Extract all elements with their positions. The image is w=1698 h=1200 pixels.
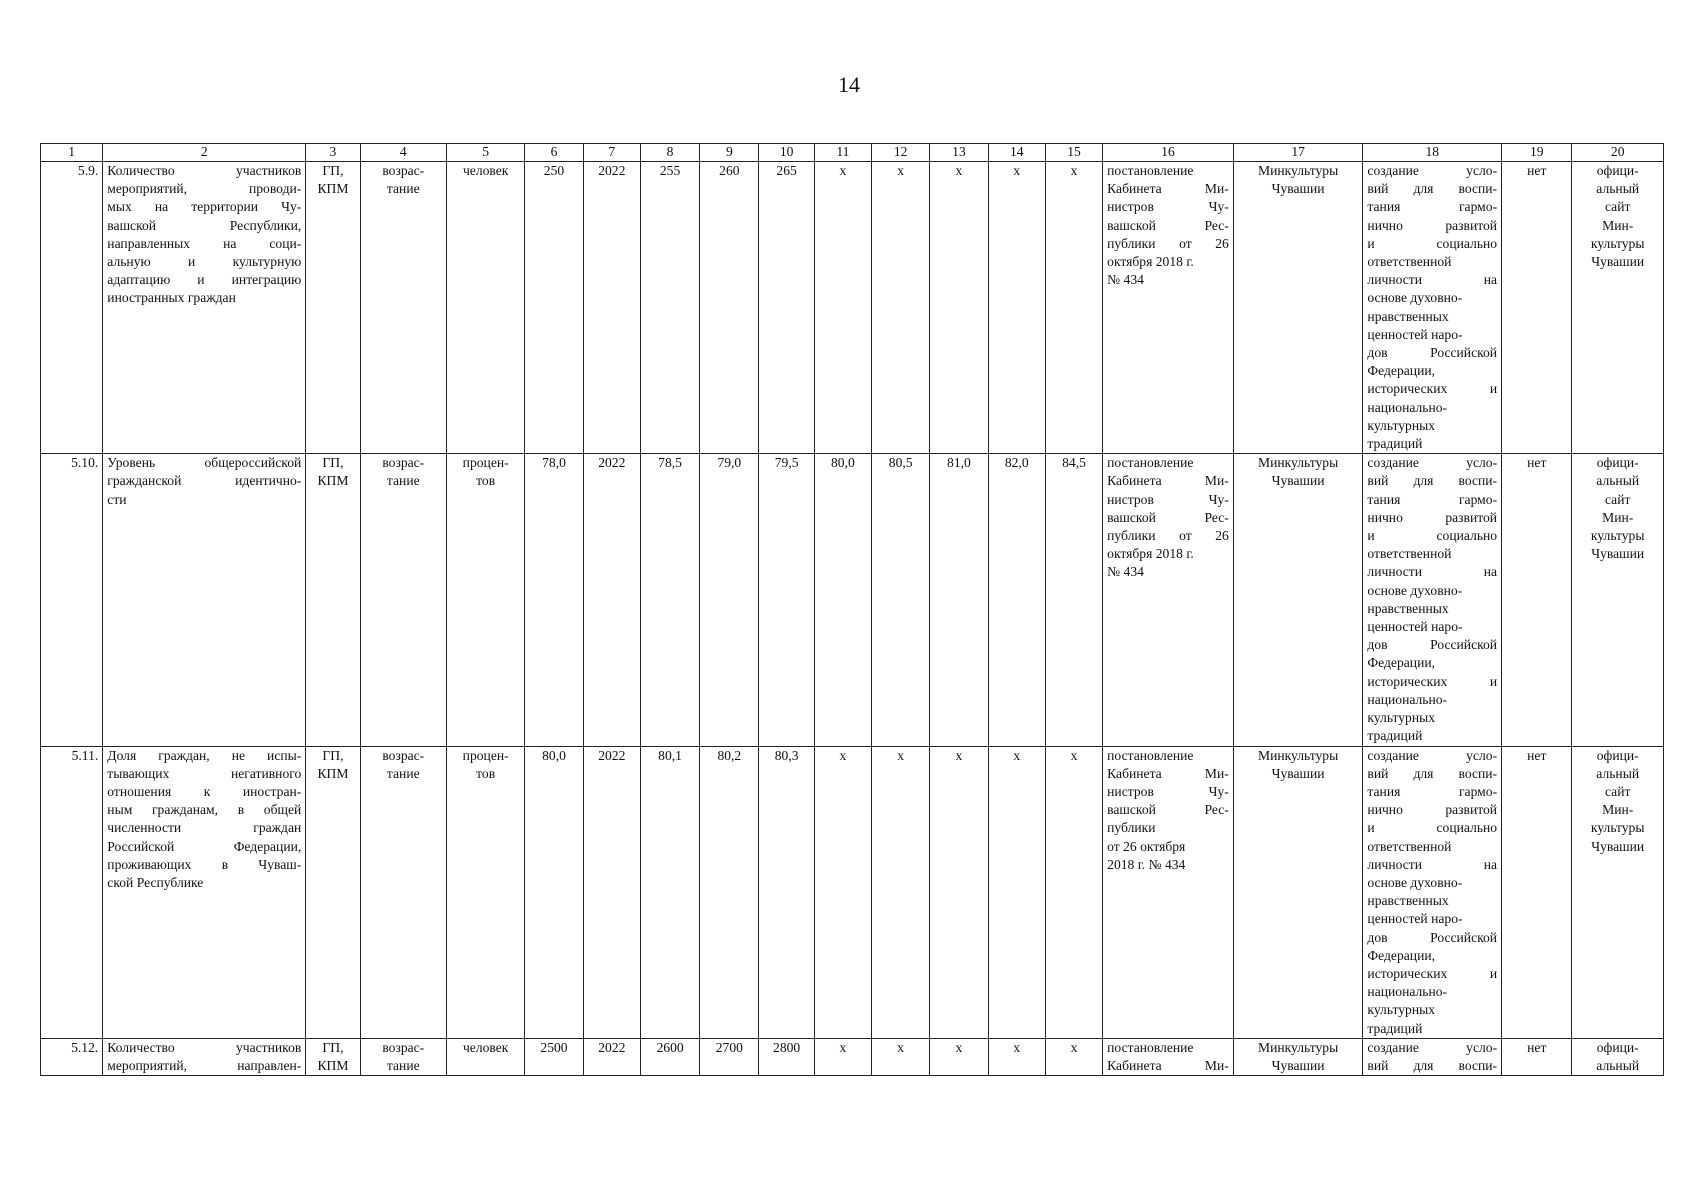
text-line: гражданской идентично- bbox=[107, 473, 302, 489]
text-line: вашской Рес- bbox=[1107, 217, 1229, 233]
value-col-15: x bbox=[1045, 162, 1102, 454]
column-header: 17 bbox=[1233, 144, 1363, 162]
text-line: основе духовно- bbox=[1367, 874, 1463, 890]
indicator-direction: возрас- тание bbox=[360, 454, 446, 746]
text-line: нично развитой bbox=[1367, 802, 1498, 818]
text-line: нично развитой bbox=[1367, 509, 1498, 525]
data-source: офици- альный сайт Мин- культуры Чувашии bbox=[1572, 162, 1664, 454]
text-line: ответственной bbox=[1367, 254, 1452, 270]
flag-value: нет bbox=[1502, 162, 1572, 454]
value-col-11: x bbox=[814, 162, 871, 454]
text-line: традиций bbox=[1367, 436, 1423, 452]
text-line: культурных bbox=[1367, 710, 1436, 726]
text-line: исторических и bbox=[1367, 965, 1498, 981]
text-line: национально- bbox=[1367, 984, 1448, 1000]
responsible-body: Минкультуры Чувашии bbox=[1233, 1038, 1363, 1075]
text-line: основе духовно- bbox=[1367, 290, 1463, 306]
text-line: ным гражданам, в общей bbox=[107, 802, 302, 818]
column-header: 10 bbox=[759, 144, 814, 162]
text-line: направленных на соци- bbox=[107, 235, 302, 251]
value-col-13: x bbox=[930, 1038, 988, 1075]
text-line: нично развитой bbox=[1367, 217, 1498, 233]
text-line: личности на bbox=[1367, 272, 1498, 288]
legal-document bbox=[1103, 746, 1234, 1038]
text-line: ценностей наро- bbox=[1367, 326, 1463, 342]
column-header: 8 bbox=[640, 144, 699, 162]
value-col-15: x bbox=[1045, 746, 1102, 1038]
text-line: исторических и bbox=[1367, 673, 1498, 689]
value-col-11: x bbox=[814, 746, 871, 1038]
text-line: Федерации, bbox=[1367, 363, 1436, 379]
text-line: октября 2018 г. bbox=[1107, 254, 1194, 270]
indicator-number: 5.11. bbox=[41, 746, 103, 1038]
value-col-14: x bbox=[988, 1038, 1045, 1075]
value-col-11: 80,0 bbox=[814, 454, 871, 746]
value-col-13: x bbox=[930, 746, 988, 1038]
column-header: 13 bbox=[930, 144, 988, 162]
value-col-14: x bbox=[988, 162, 1045, 454]
text-line: нистров Чу- bbox=[1107, 783, 1229, 799]
responsible-body: Минкультуры Чувашии bbox=[1233, 162, 1363, 454]
text-line: Количество участников bbox=[107, 163, 302, 178]
text-line: Кабинета Ми- bbox=[1107, 1057, 1229, 1073]
value-col-14: x bbox=[988, 746, 1045, 1038]
indicator-type: ГП, КПМ bbox=[306, 162, 360, 454]
text-line: нравственных bbox=[1367, 893, 1449, 909]
indicator-number: 5.12. bbox=[41, 1038, 103, 1075]
indicator-unit: человек bbox=[446, 162, 524, 454]
text-line: альную и культурную bbox=[107, 254, 302, 270]
text-line: тания гармо- bbox=[1367, 199, 1498, 215]
column-header: 3 bbox=[306, 144, 360, 162]
text-line: ответственной bbox=[1367, 546, 1452, 562]
text-line: основе духовно- bbox=[1367, 582, 1463, 598]
text-line: традиций bbox=[1367, 728, 1423, 744]
value-col-8: 2600 bbox=[640, 1038, 699, 1075]
table-row bbox=[41, 746, 1664, 1038]
indicator-name bbox=[103, 454, 306, 746]
indicator-type: ГП, КПМ bbox=[306, 746, 360, 1038]
text-line: личности на bbox=[1367, 856, 1498, 872]
text-line: постановление bbox=[1107, 1039, 1194, 1055]
data-source: офици- альный сайт Мин- культуры Чувашии bbox=[1572, 454, 1664, 746]
page-number: 14 bbox=[838, 72, 860, 97]
text-line: адаптацию и интеграцию bbox=[107, 272, 302, 288]
column-header: 12 bbox=[872, 144, 930, 162]
text-line: октября 2018 г. bbox=[1107, 546, 1194, 562]
indicator-name bbox=[103, 746, 306, 1038]
column-header: 20 bbox=[1572, 144, 1664, 162]
column-header: 7 bbox=[583, 144, 640, 162]
indicators-table bbox=[40, 143, 1664, 1076]
text-line: 2018 г. № 434 bbox=[1107, 856, 1186, 872]
text-line: мых на территории Чу- bbox=[107, 199, 302, 215]
indicator-direction: возрас- тание bbox=[360, 1038, 446, 1075]
indicator-name bbox=[103, 162, 306, 454]
value-col-15: 84,5 bbox=[1045, 454, 1102, 746]
text-line: Кабинета Ми- bbox=[1107, 473, 1229, 489]
text-line: дов Российской bbox=[1367, 345, 1498, 361]
text-line: ценностей наро- bbox=[1367, 911, 1463, 927]
value-col-10: 2800 bbox=[759, 1038, 814, 1075]
value-col-12: x bbox=[872, 746, 930, 1038]
text-line: создание усло- bbox=[1367, 163, 1498, 178]
text-line: вашской Рес- bbox=[1107, 802, 1229, 818]
text-line: вий для воспи- bbox=[1367, 473, 1498, 489]
text-line: ской Республике bbox=[107, 874, 204, 890]
value-col-13: x bbox=[930, 162, 988, 454]
text-line: вашской Рес- bbox=[1107, 509, 1229, 525]
text-line: исторических и bbox=[1367, 381, 1498, 397]
indicator-number: 5.9. bbox=[41, 162, 103, 454]
column-header: 9 bbox=[700, 144, 759, 162]
text-line: мероприятий, направлен- bbox=[107, 1057, 302, 1073]
column-header: 4 bbox=[360, 144, 446, 162]
value-col-8: 255 bbox=[640, 162, 699, 454]
text-line: иностранных граждан bbox=[107, 290, 236, 306]
text-line: вашской Республики, bbox=[107, 217, 302, 233]
text-line: постановление bbox=[1107, 455, 1194, 471]
column-header: 6 bbox=[525, 144, 583, 162]
value-col-15: x bbox=[1045, 1038, 1102, 1075]
column-header: 18 bbox=[1363, 144, 1502, 162]
column-header: 2 bbox=[103, 144, 306, 162]
base-year: 2022 bbox=[583, 454, 640, 746]
indicator-unit: процен- тов bbox=[446, 746, 524, 1038]
text-line: личности на bbox=[1367, 564, 1498, 580]
value-col-10: 80,3 bbox=[759, 746, 814, 1038]
text-line: Российской Федерации, bbox=[107, 838, 302, 854]
indicator-direction: возрас- тание bbox=[360, 162, 446, 454]
text-line: вий для воспи- bbox=[1367, 181, 1498, 197]
value-col-9: 80,2 bbox=[700, 746, 759, 1038]
value-col-9: 260 bbox=[700, 162, 759, 454]
table-row bbox=[41, 1038, 1664, 1075]
text-line: создание усло- bbox=[1367, 455, 1498, 471]
base-value: 80,0 bbox=[525, 746, 583, 1038]
text-line: и социально bbox=[1367, 235, 1498, 251]
value-col-12: x bbox=[872, 1038, 930, 1075]
data-source: офици- альный bbox=[1572, 1038, 1664, 1075]
text-line: и социально bbox=[1367, 820, 1498, 836]
base-year: 2022 bbox=[583, 162, 640, 454]
value-col-8: 80,1 bbox=[640, 746, 699, 1038]
flag-value: нет bbox=[1502, 454, 1572, 746]
indicator-type: ГП, КПМ bbox=[306, 1038, 360, 1075]
text-line: отношения к иностран- bbox=[107, 783, 302, 799]
column-header: 5 bbox=[446, 144, 524, 162]
flag-value: нет bbox=[1502, 1038, 1572, 1075]
text-line: культурных bbox=[1367, 1002, 1436, 1018]
base-value: 2500 bbox=[525, 1038, 583, 1075]
value-col-8: 78,5 bbox=[640, 454, 699, 746]
text-line: Кабинета Ми- bbox=[1107, 181, 1229, 197]
text-line: дов Российской bbox=[1367, 929, 1498, 945]
base-year: 2022 bbox=[583, 1038, 640, 1075]
value-col-14: 82,0 bbox=[988, 454, 1045, 746]
value-col-12: 80,5 bbox=[872, 454, 930, 746]
text-line: № 434 bbox=[1107, 272, 1144, 288]
text-line: публики от 26 bbox=[1107, 528, 1229, 544]
column-header: 1 bbox=[41, 144, 103, 162]
value-col-9: 2700 bbox=[700, 1038, 759, 1075]
responsible-body: Минкультуры Чувашии bbox=[1233, 454, 1363, 746]
text-line: нистров Чу- bbox=[1107, 199, 1229, 215]
indicator-type: ГП, КПМ bbox=[306, 454, 360, 746]
text-line: дов Российской bbox=[1367, 637, 1498, 653]
text-line: ценностей наро- bbox=[1367, 619, 1463, 635]
indicator-number: 5.10. bbox=[41, 454, 103, 746]
text-line: публики от 26 bbox=[1107, 235, 1229, 251]
text-line: вий для воспи- bbox=[1367, 765, 1498, 781]
indicator-direction: возрас- тание bbox=[360, 746, 446, 1038]
table-row bbox=[41, 162, 1664, 454]
base-value: 250 bbox=[525, 162, 583, 454]
text-line: от 26 октября bbox=[1107, 838, 1186, 854]
value-col-9: 79,0 bbox=[700, 454, 759, 746]
text-line: Количество участников bbox=[107, 1039, 302, 1055]
column-header: 15 bbox=[1045, 144, 1102, 162]
indicator-unit: человек bbox=[446, 1038, 524, 1075]
column-header: 19 bbox=[1502, 144, 1572, 162]
header-row bbox=[41, 144, 1664, 162]
text-line: постановление bbox=[1107, 747, 1194, 763]
value-col-12: x bbox=[872, 162, 930, 454]
text-line: Доля граждан, не испы- bbox=[107, 747, 302, 763]
text-line: создание усло- bbox=[1367, 747, 1498, 763]
text-line: мероприятий, проводи- bbox=[107, 181, 302, 197]
responsible-body: Минкультуры Чувашии bbox=[1233, 746, 1363, 1038]
base-value: 78,0 bbox=[525, 454, 583, 746]
indicator-name bbox=[103, 1038, 306, 1075]
base-year: 2022 bbox=[583, 746, 640, 1038]
column-header: 14 bbox=[988, 144, 1045, 162]
goal-text bbox=[1363, 746, 1502, 1038]
text-line: создание усло- bbox=[1367, 1039, 1498, 1055]
text-line: традиций bbox=[1367, 1020, 1423, 1036]
column-header: 16 bbox=[1103, 144, 1234, 162]
text-line: постановление bbox=[1107, 163, 1194, 178]
text-line: сти bbox=[107, 491, 127, 507]
text-line: нистров Чу- bbox=[1107, 491, 1229, 507]
text-line: вий для воспи- bbox=[1367, 1057, 1498, 1073]
text-line: Федерации, bbox=[1367, 655, 1436, 671]
text-line: культурных bbox=[1367, 417, 1436, 433]
value-col-10: 265 bbox=[759, 162, 814, 454]
text-line: численности граждан bbox=[107, 820, 302, 836]
text-line: Уровень общероссийской bbox=[107, 455, 302, 471]
data-source: офици- альный сайт Мин- культуры Чувашии bbox=[1572, 746, 1664, 1038]
text-line: нравственных bbox=[1367, 600, 1449, 616]
value-col-10: 79,5 bbox=[759, 454, 814, 746]
legal-document bbox=[1103, 1038, 1234, 1075]
text-line: национально- bbox=[1367, 399, 1448, 415]
text-line: проживающих в Чуваш- bbox=[107, 856, 302, 872]
text-line: Кабинета Ми- bbox=[1107, 765, 1229, 781]
table-row bbox=[41, 454, 1664, 746]
legal-document bbox=[1103, 162, 1234, 454]
text-line: нравственных bbox=[1367, 308, 1449, 324]
goal-text bbox=[1363, 1038, 1502, 1075]
text-line: национально- bbox=[1367, 691, 1448, 707]
text-line: № 434 bbox=[1107, 564, 1144, 580]
column-header: 11 bbox=[814, 144, 871, 162]
value-col-13: 81,0 bbox=[930, 454, 988, 746]
text-line: тания гармо- bbox=[1367, 491, 1498, 507]
text-line: Федерации, bbox=[1367, 947, 1436, 963]
text-line: публики bbox=[1107, 820, 1156, 836]
goal-text bbox=[1363, 162, 1502, 454]
text-line: ответственной bbox=[1367, 838, 1452, 854]
indicator-unit: процен- тов bbox=[446, 454, 524, 746]
value-col-11: x bbox=[814, 1038, 871, 1075]
text-line: тания гармо- bbox=[1367, 783, 1498, 799]
text-line: и социально bbox=[1367, 528, 1498, 544]
flag-value: нет bbox=[1502, 746, 1572, 1038]
goal-text bbox=[1363, 454, 1502, 746]
text-line: тывающих негативного bbox=[107, 765, 302, 781]
legal-document bbox=[1103, 454, 1234, 746]
